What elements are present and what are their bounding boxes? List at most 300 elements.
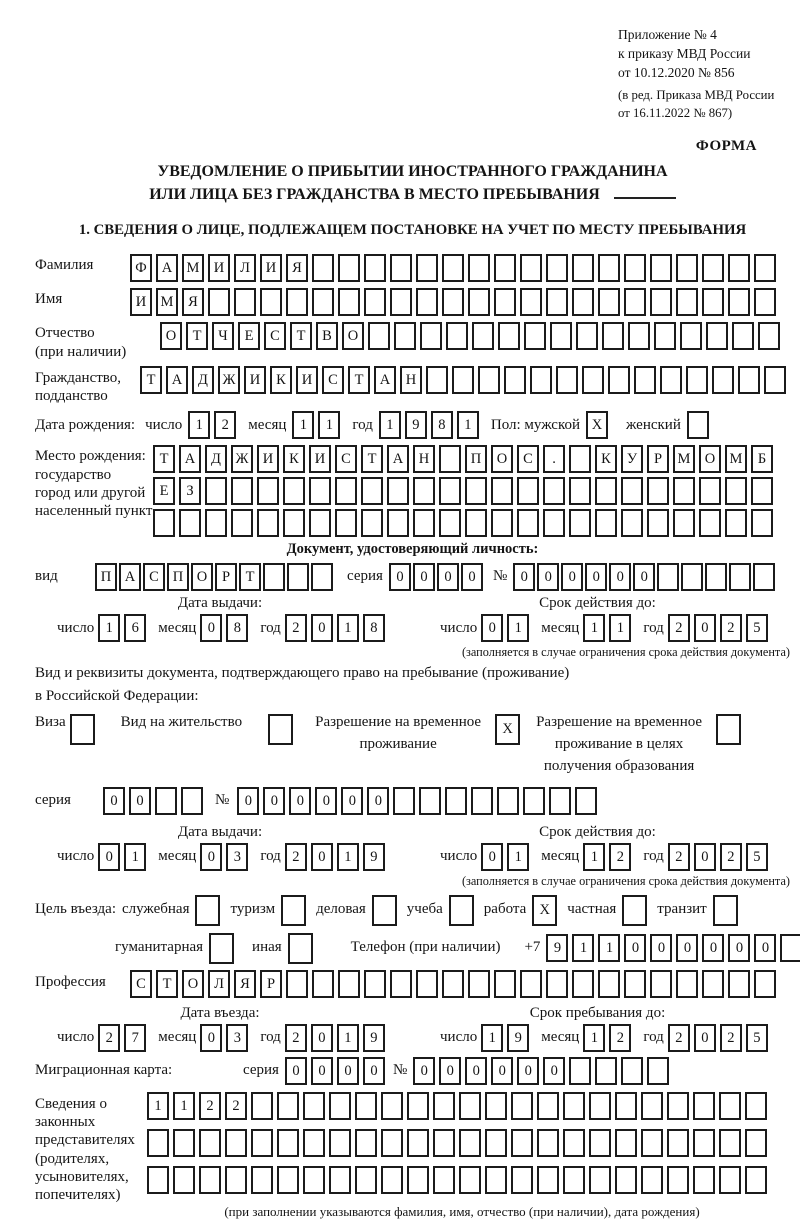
char-cell[interactable] bbox=[511, 1129, 533, 1157]
char-cell[interactable] bbox=[407, 1166, 429, 1194]
char-cell[interactable] bbox=[595, 1057, 617, 1085]
char-cell[interactable]: 0 bbox=[311, 1024, 333, 1052]
char-cell[interactable] bbox=[478, 366, 500, 394]
char-cell[interactable] bbox=[543, 509, 565, 537]
char-cell[interactable]: 2 bbox=[668, 1024, 690, 1052]
char-cell[interactable]: 6 bbox=[124, 614, 146, 642]
char-cell[interactable] bbox=[439, 509, 461, 537]
char-cell[interactable]: 0 bbox=[728, 934, 750, 962]
char-cell[interactable] bbox=[338, 288, 360, 316]
char-cell[interactable] bbox=[287, 563, 309, 591]
char-cell[interactable]: А bbox=[156, 254, 178, 282]
char-cell[interactable]: 2 bbox=[668, 843, 690, 871]
char-cell[interactable] bbox=[494, 254, 516, 282]
char-cell[interactable] bbox=[147, 1129, 169, 1157]
char-cell[interactable]: А bbox=[374, 366, 396, 394]
char-cell[interactable] bbox=[641, 1166, 663, 1194]
char-cell[interactable] bbox=[407, 1092, 429, 1120]
char-cell[interactable]: 1 bbox=[98, 614, 120, 642]
char-cell[interactable]: 0 bbox=[694, 614, 716, 642]
char-cell[interactable] bbox=[355, 1129, 377, 1157]
char-cell[interactable] bbox=[494, 288, 516, 316]
char-cell[interactable]: Т bbox=[140, 366, 162, 394]
char-cell[interactable] bbox=[569, 509, 591, 537]
char-cell[interactable] bbox=[312, 288, 334, 316]
char-cell[interactable] bbox=[738, 366, 760, 394]
char-cell[interactable] bbox=[699, 509, 721, 537]
char-cell[interactable]: А bbox=[119, 563, 141, 591]
char-cell[interactable] bbox=[286, 970, 308, 998]
char-cell[interactable]: Т bbox=[156, 970, 178, 998]
char-cell[interactable] bbox=[719, 1129, 741, 1157]
char-cell[interactable] bbox=[589, 1092, 611, 1120]
char-cell[interactable] bbox=[546, 288, 568, 316]
char-cell[interactable] bbox=[745, 1166, 767, 1194]
char-cell[interactable] bbox=[729, 563, 751, 591]
char-cell[interactable] bbox=[471, 787, 493, 815]
char-cell[interactable]: . bbox=[543, 445, 565, 473]
char-cell[interactable]: 1 bbox=[318, 411, 340, 439]
char-cell[interactable]: Т bbox=[186, 322, 208, 350]
char-cell[interactable]: 2 bbox=[285, 614, 307, 642]
char-cell[interactable]: 0 bbox=[367, 787, 389, 815]
char-cell[interactable] bbox=[286, 288, 308, 316]
char-cell[interactable] bbox=[530, 366, 552, 394]
char-cell[interactable] bbox=[491, 509, 513, 537]
char-cell[interactable]: 0 bbox=[98, 843, 120, 871]
char-cell[interactable]: 0 bbox=[676, 934, 698, 962]
char-cell[interactable] bbox=[702, 970, 724, 998]
char-cell[interactable] bbox=[504, 366, 526, 394]
char-cell[interactable]: X bbox=[532, 895, 557, 926]
char-cell[interactable]: Т bbox=[348, 366, 370, 394]
char-cell[interactable]: 1 bbox=[572, 934, 594, 962]
char-cell[interactable]: 0 bbox=[585, 563, 607, 591]
char-cell[interactable] bbox=[660, 366, 682, 394]
char-cell[interactable] bbox=[520, 970, 542, 998]
char-cell[interactable] bbox=[311, 563, 333, 591]
char-cell[interactable] bbox=[231, 477, 253, 505]
char-cell[interactable] bbox=[251, 1092, 273, 1120]
char-cell[interactable] bbox=[634, 366, 656, 394]
char-cell[interactable] bbox=[364, 970, 386, 998]
char-cell[interactable]: 0 bbox=[439, 1057, 461, 1085]
char-cell[interactable]: И bbox=[260, 254, 282, 282]
char-cell[interactable] bbox=[754, 970, 776, 998]
char-cell[interactable]: 0 bbox=[694, 1024, 716, 1052]
char-cell[interactable] bbox=[667, 1129, 689, 1157]
char-cell[interactable] bbox=[381, 1129, 403, 1157]
char-cell[interactable]: Я bbox=[182, 288, 204, 316]
char-cell[interactable] bbox=[361, 477, 383, 505]
title-blank-line[interactable] bbox=[614, 197, 676, 199]
char-cell[interactable] bbox=[716, 714, 741, 745]
char-cell[interactable]: Н bbox=[413, 445, 435, 473]
char-cell[interactable]: И bbox=[257, 445, 279, 473]
char-cell[interactable]: 0 bbox=[200, 614, 222, 642]
char-cell[interactable] bbox=[575, 787, 597, 815]
char-cell[interactable] bbox=[537, 1092, 559, 1120]
char-cell[interactable] bbox=[624, 970, 646, 998]
char-cell[interactable] bbox=[449, 895, 474, 926]
char-cell[interactable]: Р bbox=[647, 445, 669, 473]
char-cell[interactable] bbox=[329, 1166, 351, 1194]
char-cell[interactable] bbox=[263, 563, 285, 591]
char-cell[interactable] bbox=[719, 1092, 741, 1120]
char-cell[interactable] bbox=[667, 1092, 689, 1120]
char-cell[interactable] bbox=[687, 411, 709, 439]
char-cell[interactable] bbox=[641, 1092, 663, 1120]
char-cell[interactable]: 0 bbox=[311, 843, 333, 871]
char-cell[interactable]: 1 bbox=[457, 411, 479, 439]
char-cell[interactable] bbox=[173, 1129, 195, 1157]
char-cell[interactable] bbox=[381, 1092, 403, 1120]
char-cell[interactable] bbox=[303, 1166, 325, 1194]
char-cell[interactable]: Д bbox=[205, 445, 227, 473]
char-cell[interactable]: Р bbox=[260, 970, 282, 998]
char-cell[interactable] bbox=[754, 288, 776, 316]
char-cell[interactable]: 1 bbox=[173, 1092, 195, 1120]
char-cell[interactable] bbox=[706, 322, 728, 350]
char-cell[interactable] bbox=[693, 1129, 715, 1157]
char-cell[interactable]: 1 bbox=[583, 843, 605, 871]
char-cell[interactable] bbox=[517, 477, 539, 505]
char-cell[interactable] bbox=[602, 322, 624, 350]
char-cell[interactable]: 0 bbox=[200, 843, 222, 871]
char-cell[interactable] bbox=[589, 1129, 611, 1157]
char-cell[interactable] bbox=[209, 933, 234, 964]
char-cell[interactable]: Т bbox=[290, 322, 312, 350]
char-cell[interactable] bbox=[550, 322, 572, 350]
char-cell[interactable]: Т bbox=[239, 563, 261, 591]
char-cell[interactable] bbox=[155, 787, 177, 815]
char-cell[interactable]: 0 bbox=[561, 563, 583, 591]
char-cell[interactable] bbox=[468, 970, 490, 998]
char-cell[interactable] bbox=[699, 477, 721, 505]
char-cell[interactable] bbox=[225, 1129, 247, 1157]
char-cell[interactable]: 0 bbox=[481, 843, 503, 871]
char-cell[interactable]: 8 bbox=[226, 614, 248, 642]
char-cell[interactable] bbox=[416, 288, 438, 316]
char-cell[interactable] bbox=[758, 322, 780, 350]
char-cell[interactable] bbox=[459, 1129, 481, 1157]
char-cell[interactable] bbox=[498, 322, 520, 350]
char-cell[interactable] bbox=[277, 1166, 299, 1194]
char-cell[interactable] bbox=[569, 477, 591, 505]
char-cell[interactable]: С bbox=[264, 322, 286, 350]
char-cell[interactable] bbox=[234, 288, 256, 316]
char-cell[interactable]: 0 bbox=[754, 934, 776, 962]
char-cell[interactable]: Н bbox=[400, 366, 422, 394]
char-cell[interactable] bbox=[433, 1092, 455, 1120]
char-cell[interactable] bbox=[650, 254, 672, 282]
char-cell[interactable] bbox=[657, 563, 679, 591]
char-cell[interactable] bbox=[628, 322, 650, 350]
char-cell[interactable] bbox=[281, 895, 306, 926]
char-cell[interactable] bbox=[416, 254, 438, 282]
char-cell[interactable] bbox=[372, 895, 397, 926]
char-cell[interactable] bbox=[335, 477, 357, 505]
char-cell[interactable]: К bbox=[270, 366, 292, 394]
char-cell[interactable]: И bbox=[309, 445, 331, 473]
char-cell[interactable] bbox=[468, 288, 490, 316]
char-cell[interactable] bbox=[147, 1166, 169, 1194]
char-cell[interactable] bbox=[329, 1092, 351, 1120]
char-cell[interactable] bbox=[563, 1129, 585, 1157]
char-cell[interactable] bbox=[442, 288, 464, 316]
char-cell[interactable]: С bbox=[143, 563, 165, 591]
char-cell[interactable] bbox=[681, 563, 703, 591]
char-cell[interactable]: О bbox=[160, 322, 182, 350]
char-cell[interactable]: 1 bbox=[481, 1024, 503, 1052]
char-cell[interactable] bbox=[595, 509, 617, 537]
char-cell[interactable]: 0 bbox=[413, 1057, 435, 1085]
char-cell[interactable] bbox=[225, 1166, 247, 1194]
char-cell[interactable] bbox=[390, 254, 412, 282]
char-cell[interactable] bbox=[524, 322, 546, 350]
char-cell[interactable] bbox=[569, 1057, 591, 1085]
char-cell[interactable] bbox=[173, 1166, 195, 1194]
char-cell[interactable] bbox=[764, 366, 786, 394]
char-cell[interactable] bbox=[520, 254, 542, 282]
char-cell[interactable] bbox=[582, 366, 604, 394]
char-cell[interactable]: 2 bbox=[720, 1024, 742, 1052]
char-cell[interactable] bbox=[598, 288, 620, 316]
char-cell[interactable]: 0 bbox=[363, 1057, 385, 1085]
char-cell[interactable]: 2 bbox=[285, 1024, 307, 1052]
char-cell[interactable]: П bbox=[465, 445, 487, 473]
char-cell[interactable] bbox=[556, 366, 578, 394]
char-cell[interactable]: И bbox=[130, 288, 152, 316]
char-cell[interactable] bbox=[494, 970, 516, 998]
char-cell[interactable]: М bbox=[673, 445, 695, 473]
char-cell[interactable]: 9 bbox=[363, 843, 385, 871]
char-cell[interactable] bbox=[615, 1166, 637, 1194]
char-cell[interactable]: 2 bbox=[609, 843, 631, 871]
char-cell[interactable]: Р bbox=[215, 563, 237, 591]
char-cell[interactable]: Ф bbox=[130, 254, 152, 282]
char-cell[interactable]: 8 bbox=[431, 411, 453, 439]
char-cell[interactable] bbox=[676, 254, 698, 282]
char-cell[interactable]: 9 bbox=[546, 934, 568, 962]
char-cell[interactable] bbox=[179, 509, 201, 537]
char-cell[interactable] bbox=[713, 895, 738, 926]
char-cell[interactable] bbox=[381, 1166, 403, 1194]
char-cell[interactable] bbox=[511, 1092, 533, 1120]
char-cell[interactable] bbox=[576, 322, 598, 350]
char-cell[interactable]: X bbox=[586, 411, 608, 439]
char-cell[interactable]: А bbox=[387, 445, 409, 473]
char-cell[interactable] bbox=[390, 288, 412, 316]
char-cell[interactable] bbox=[309, 509, 331, 537]
char-cell[interactable]: 0 bbox=[289, 787, 311, 815]
char-cell[interactable] bbox=[361, 509, 383, 537]
char-cell[interactable] bbox=[686, 366, 708, 394]
char-cell[interactable]: С bbox=[322, 366, 344, 394]
char-cell[interactable] bbox=[537, 1129, 559, 1157]
char-cell[interactable]: 0 bbox=[129, 787, 151, 815]
char-cell[interactable] bbox=[546, 970, 568, 998]
char-cell[interactable] bbox=[394, 322, 416, 350]
char-cell[interactable] bbox=[257, 509, 279, 537]
char-cell[interactable] bbox=[283, 477, 305, 505]
char-cell[interactable]: 0 bbox=[513, 563, 535, 591]
char-cell[interactable]: 2 bbox=[214, 411, 236, 439]
char-cell[interactable] bbox=[693, 1166, 715, 1194]
char-cell[interactable]: С bbox=[130, 970, 152, 998]
char-cell[interactable]: 0 bbox=[633, 563, 655, 591]
char-cell[interactable]: Ч bbox=[212, 322, 234, 350]
char-cell[interactable] bbox=[485, 1166, 507, 1194]
char-cell[interactable]: У bbox=[621, 445, 643, 473]
char-cell[interactable]: 1 bbox=[337, 1024, 359, 1052]
char-cell[interactable]: Ж bbox=[218, 366, 240, 394]
char-cell[interactable] bbox=[728, 254, 750, 282]
char-cell[interactable] bbox=[199, 1129, 221, 1157]
char-cell[interactable] bbox=[439, 477, 461, 505]
char-cell[interactable] bbox=[520, 288, 542, 316]
char-cell[interactable]: М bbox=[725, 445, 747, 473]
char-cell[interactable] bbox=[181, 787, 203, 815]
char-cell[interactable]: 2 bbox=[285, 843, 307, 871]
char-cell[interactable] bbox=[523, 787, 545, 815]
char-cell[interactable] bbox=[338, 254, 360, 282]
char-cell[interactable] bbox=[598, 254, 620, 282]
char-cell[interactable] bbox=[751, 509, 773, 537]
char-cell[interactable]: 0 bbox=[341, 787, 363, 815]
char-cell[interactable]: 5 bbox=[746, 614, 768, 642]
char-cell[interactable] bbox=[390, 970, 412, 998]
char-cell[interactable]: П bbox=[167, 563, 189, 591]
char-cell[interactable] bbox=[615, 1129, 637, 1157]
char-cell[interactable] bbox=[459, 1092, 481, 1120]
char-cell[interactable] bbox=[693, 1092, 715, 1120]
char-cell[interactable] bbox=[445, 787, 467, 815]
char-cell[interactable] bbox=[702, 254, 724, 282]
char-cell[interactable] bbox=[312, 970, 334, 998]
char-cell[interactable]: 0 bbox=[543, 1057, 565, 1085]
char-cell[interactable] bbox=[517, 509, 539, 537]
char-cell[interactable] bbox=[569, 445, 591, 473]
char-cell[interactable] bbox=[442, 254, 464, 282]
char-cell[interactable] bbox=[673, 509, 695, 537]
char-cell[interactable] bbox=[268, 714, 293, 745]
char-cell[interactable] bbox=[641, 1129, 663, 1157]
char-cell[interactable]: О bbox=[699, 445, 721, 473]
char-cell[interactable] bbox=[624, 288, 646, 316]
char-cell[interactable]: 0 bbox=[285, 1057, 307, 1085]
char-cell[interactable] bbox=[309, 477, 331, 505]
char-cell[interactable] bbox=[725, 477, 747, 505]
char-cell[interactable]: 3 bbox=[226, 1024, 248, 1052]
char-cell[interactable] bbox=[468, 254, 490, 282]
char-cell[interactable]: И bbox=[208, 254, 230, 282]
char-cell[interactable] bbox=[676, 288, 698, 316]
char-cell[interactable]: 1 bbox=[598, 934, 620, 962]
char-cell[interactable] bbox=[543, 477, 565, 505]
char-cell[interactable] bbox=[497, 787, 519, 815]
char-cell[interactable]: Е bbox=[238, 322, 260, 350]
char-cell[interactable] bbox=[288, 933, 313, 964]
char-cell[interactable]: Л bbox=[208, 970, 230, 998]
char-cell[interactable]: 0 bbox=[389, 563, 411, 591]
char-cell[interactable] bbox=[416, 970, 438, 998]
char-cell[interactable]: Б bbox=[751, 445, 773, 473]
char-cell[interactable]: К bbox=[283, 445, 305, 473]
char-cell[interactable]: 3 bbox=[226, 843, 248, 871]
char-cell[interactable] bbox=[728, 288, 750, 316]
char-cell[interactable] bbox=[537, 1166, 559, 1194]
char-cell[interactable]: 2 bbox=[720, 843, 742, 871]
char-cell[interactable]: 1 bbox=[609, 614, 631, 642]
char-cell[interactable]: М bbox=[182, 254, 204, 282]
char-cell[interactable]: 5 bbox=[746, 1024, 768, 1052]
char-cell[interactable] bbox=[615, 1092, 637, 1120]
char-cell[interactable] bbox=[491, 477, 513, 505]
char-cell[interactable] bbox=[622, 895, 647, 926]
char-cell[interactable] bbox=[251, 1166, 273, 1194]
char-cell[interactable]: 0 bbox=[650, 934, 672, 962]
char-cell[interactable] bbox=[420, 322, 442, 350]
char-cell[interactable]: 2 bbox=[225, 1092, 247, 1120]
char-cell[interactable] bbox=[368, 322, 390, 350]
char-cell[interactable]: 2 bbox=[720, 614, 742, 642]
char-cell[interactable] bbox=[364, 254, 386, 282]
char-cell[interactable]: Л bbox=[234, 254, 256, 282]
char-cell[interactable]: 0 bbox=[694, 843, 716, 871]
char-cell[interactable] bbox=[676, 970, 698, 998]
char-cell[interactable]: Ж bbox=[231, 445, 253, 473]
char-cell[interactable] bbox=[598, 970, 620, 998]
char-cell[interactable]: 0 bbox=[263, 787, 285, 815]
char-cell[interactable] bbox=[472, 322, 494, 350]
char-cell[interactable] bbox=[780, 934, 800, 962]
char-cell[interactable] bbox=[728, 970, 750, 998]
char-cell[interactable] bbox=[205, 509, 227, 537]
char-cell[interactable] bbox=[647, 509, 669, 537]
char-cell[interactable] bbox=[702, 288, 724, 316]
char-cell[interactable]: 0 bbox=[437, 563, 459, 591]
char-cell[interactable]: 2 bbox=[609, 1024, 631, 1052]
char-cell[interactable]: К bbox=[595, 445, 617, 473]
char-cell[interactable] bbox=[426, 366, 448, 394]
char-cell[interactable]: 0 bbox=[200, 1024, 222, 1052]
char-cell[interactable] bbox=[303, 1129, 325, 1157]
char-cell[interactable] bbox=[393, 787, 415, 815]
char-cell[interactable] bbox=[546, 254, 568, 282]
char-cell[interactable] bbox=[485, 1092, 507, 1120]
char-cell[interactable]: 0 bbox=[609, 563, 631, 591]
char-cell[interactable] bbox=[485, 1129, 507, 1157]
char-cell[interactable] bbox=[413, 509, 435, 537]
char-cell[interactable] bbox=[667, 1166, 689, 1194]
char-cell[interactable] bbox=[459, 1166, 481, 1194]
char-cell[interactable] bbox=[446, 322, 468, 350]
char-cell[interactable] bbox=[433, 1166, 455, 1194]
char-cell[interactable]: В bbox=[316, 322, 338, 350]
char-cell[interactable]: 1 bbox=[292, 411, 314, 439]
char-cell[interactable] bbox=[407, 1129, 429, 1157]
char-cell[interactable] bbox=[745, 1129, 767, 1157]
char-cell[interactable] bbox=[563, 1092, 585, 1120]
char-cell[interactable] bbox=[595, 477, 617, 505]
char-cell[interactable]: 0 bbox=[103, 787, 125, 815]
char-cell[interactable] bbox=[260, 288, 282, 316]
char-cell[interactable] bbox=[712, 366, 734, 394]
char-cell[interactable]: А bbox=[166, 366, 188, 394]
char-cell[interactable] bbox=[754, 254, 776, 282]
char-cell[interactable] bbox=[277, 1092, 299, 1120]
